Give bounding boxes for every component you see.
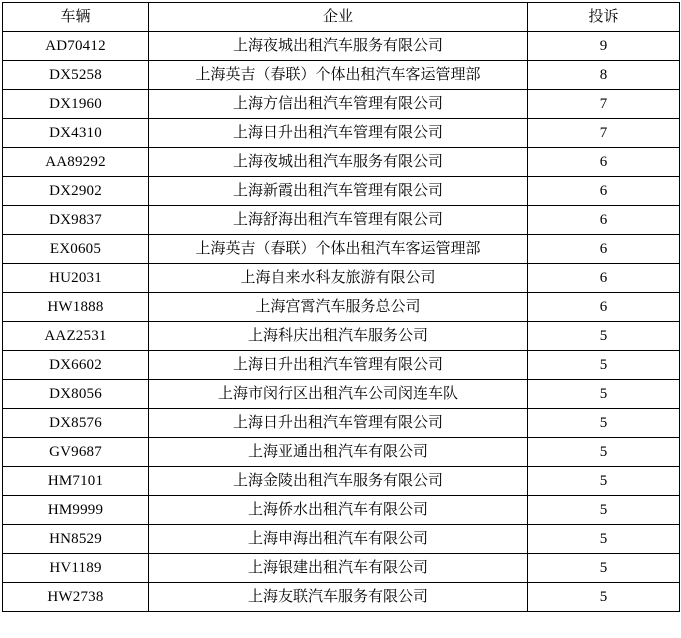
cell-company: 上海舒海出租汽车管理有限公司 (149, 206, 528, 235)
table-row (3, 148, 680, 177)
cell-complaints: 7 (528, 90, 680, 119)
table-row (3, 322, 680, 351)
table-row (3, 583, 680, 612)
cell-complaints: 6 (528, 264, 680, 293)
table-row (3, 467, 680, 496)
table-header-row (3, 3, 680, 32)
cell-complaints: 6 (528, 148, 680, 177)
cell-vehicle: EX0605 (3, 235, 149, 264)
cell-vehicle: DX1960 (3, 90, 149, 119)
cell-vehicle: DX4310 (3, 119, 149, 148)
cell-complaints: 6 (528, 177, 680, 206)
cell-complaints: 7 (528, 119, 680, 148)
cell-vehicle: HU2031 (3, 264, 149, 293)
cell-vehicle: HM7101 (3, 467, 149, 496)
cell-complaints: 5 (528, 351, 680, 380)
cell-complaints: 8 (528, 61, 680, 90)
cell-company: 上海日升出租汽车管理有限公司 (149, 119, 528, 148)
table-row (3, 351, 680, 380)
cell-company: 上海金陵出租汽车服务有限公司 (149, 467, 528, 496)
cell-vehicle: HW1888 (3, 293, 149, 322)
table-row (3, 177, 680, 206)
cell-company: 上海科庆出租汽车服务公司 (149, 322, 528, 351)
table-row (3, 380, 680, 409)
cell-company: 上海市闵行区出租汽车公司闵连车队 (149, 380, 528, 409)
table-row (3, 119, 680, 148)
table-header (3, 3, 680, 32)
cell-vehicle: DX6602 (3, 351, 149, 380)
table-row (3, 525, 680, 554)
cell-complaints: 5 (528, 467, 680, 496)
cell-vehicle: DX5258 (3, 61, 149, 90)
cell-vehicle: AAZ2531 (3, 322, 149, 351)
cell-company: 上海亚通出租汽车有限公司 (149, 438, 528, 467)
cell-company: 上海自来水科友旅游有限公司 (149, 264, 528, 293)
cell-company: 上海方信出租汽车管理有限公司 (149, 90, 528, 119)
table-row (3, 554, 680, 583)
cell-company: 上海夜城出租汽车服务有限公司 (149, 32, 528, 61)
cell-complaints: 5 (528, 438, 680, 467)
table-row (3, 90, 680, 119)
cell-company: 上海友联汽车服务有限公司 (149, 583, 528, 612)
cell-complaints: 5 (528, 409, 680, 438)
taxi-complaints-table (2, 2, 680, 612)
cell-company: 上海日升出租汽车管理有限公司 (149, 409, 528, 438)
table-row (3, 264, 680, 293)
table-row (3, 438, 680, 467)
cell-vehicle: DX2902 (3, 177, 149, 206)
cell-company: 上海银建出租汽车有限公司 (149, 554, 528, 583)
column-header-complaints: 投诉 (528, 3, 680, 32)
column-header-company: 企业 (149, 3, 528, 32)
table-row (3, 61, 680, 90)
cell-company: 上海夜城出租汽车服务有限公司 (149, 148, 528, 177)
cell-complaints: 5 (528, 554, 680, 583)
cell-vehicle: AD70412 (3, 32, 149, 61)
cell-complaints: 5 (528, 380, 680, 409)
cell-complaints: 5 (528, 496, 680, 525)
cell-vehicle: HW2738 (3, 583, 149, 612)
table-row (3, 32, 680, 61)
table-row (3, 235, 680, 264)
cell-vehicle: GV9687 (3, 438, 149, 467)
cell-complaints: 6 (528, 293, 680, 322)
table-row (3, 206, 680, 235)
cell-vehicle: DX8056 (3, 380, 149, 409)
cell-complaints: 5 (528, 322, 680, 351)
column-header-vehicle: 车辆 (3, 3, 149, 32)
table-row (3, 496, 680, 525)
cell-vehicle: HV1189 (3, 554, 149, 583)
cell-company: 上海英吉（春联）个体出租汽车客运管理部 (149, 61, 528, 90)
table-row (3, 293, 680, 322)
cell-complaints: 9 (528, 32, 680, 61)
cell-vehicle: HN8529 (3, 525, 149, 554)
cell-complaints: 5 (528, 583, 680, 612)
cell-company: 上海英吉（春联）个体出租汽车客运管理部 (149, 235, 528, 264)
cell-vehicle: AA89292 (3, 148, 149, 177)
cell-company: 上海侨水出租汽车有限公司 (149, 496, 528, 525)
cell-vehicle: DX8576 (3, 409, 149, 438)
cell-company: 上海申海出租汽车有限公司 (149, 525, 528, 554)
cell-company: 上海日升出租汽车管理有限公司 (149, 351, 528, 380)
cell-complaints: 5 (528, 525, 680, 554)
table-row (3, 409, 680, 438)
cell-vehicle: HM9999 (3, 496, 149, 525)
cell-complaints: 6 (528, 206, 680, 235)
cell-company: 上海宫霄汽车服务总公司 (149, 293, 528, 322)
table-body (3, 32, 680, 612)
cell-company: 上海新霞出租汽车管理有限公司 (149, 177, 528, 206)
cell-complaints: 6 (528, 235, 680, 264)
cell-vehicle: DX9837 (3, 206, 149, 235)
